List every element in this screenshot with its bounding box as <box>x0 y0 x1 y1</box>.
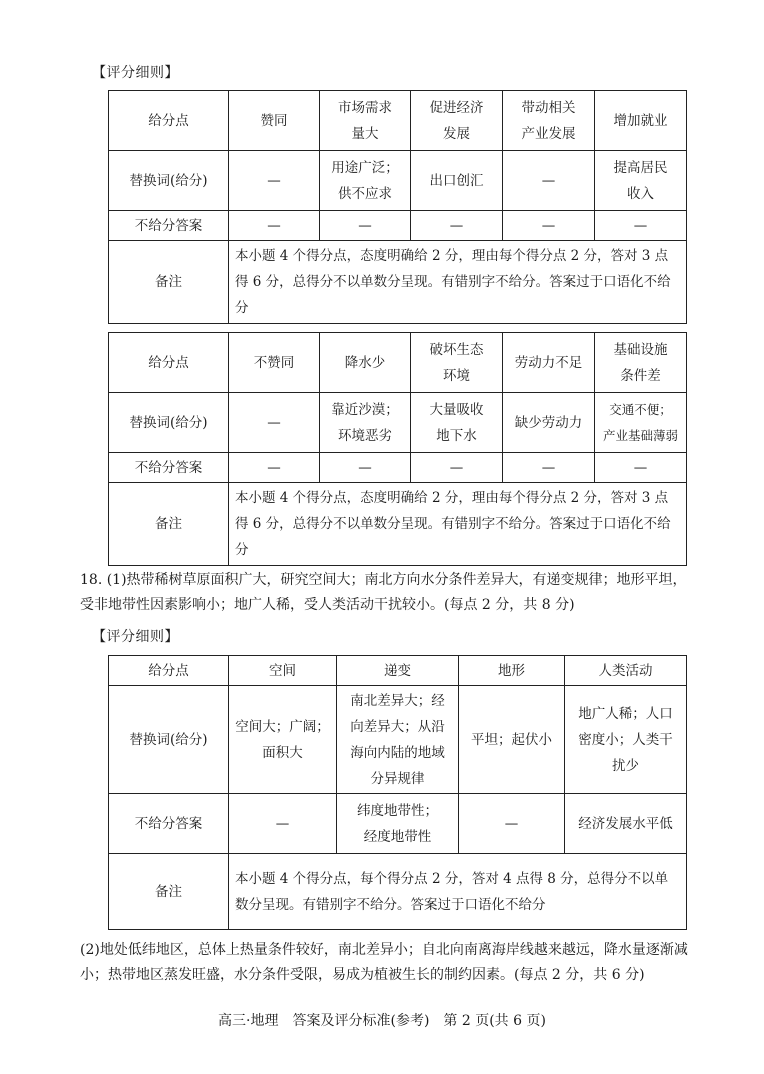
note-label: 备注 <box>109 854 229 930</box>
table-header-row <box>109 91 687 151</box>
scoring-table-3 <box>108 655 687 930</box>
table-row <box>109 794 687 854</box>
table-cell: 地广人稀；人口 密度小；人类干 扰少 <box>565 686 687 794</box>
note-text: 本小题 4 个得分点，态度明确给 2 分，理由每个得分点 2 分，答对 3 点得 6 分，总得分不以单数分呈现。有错别字不给分。答案过于口语化不给分 <box>229 241 687 324</box>
table-cell: 平坦；起伏小 <box>459 686 565 794</box>
scoring-table-1 <box>108 90 687 324</box>
table-row <box>109 686 687 794</box>
table-row <box>109 211 687 241</box>
page-footer: 高三·地理 答案及评分标准(参考) 第 2 页(共 6 页) <box>218 1013 546 1029</box>
table-cell: — <box>229 151 320 211</box>
table-cell: — <box>229 794 337 854</box>
table-note-row <box>109 483 687 566</box>
table-cell: — <box>503 151 595 211</box>
table-cell: 破坏生态 环境 <box>411 333 503 393</box>
table-cell: — <box>459 794 565 854</box>
note-label: 备注 <box>109 241 229 324</box>
table-cell: 给分点 <box>109 333 229 393</box>
table-cell: 地形 <box>459 656 565 686</box>
table-cell: 人类活动 <box>565 656 687 686</box>
table-cell: 大量吸收 地下水 <box>411 393 503 453</box>
table-cell: 经济发展水平低 <box>565 794 687 854</box>
note-text: 本小题 4 个得分点，每个得分点 2 分，答对 4 点得 8 分，总得分不以单数分呈现。有错别字不给分。答案过于口语化不给分 <box>229 854 687 930</box>
table-cell: 降水少 <box>320 333 411 393</box>
note-text: 本小题 4 个得分点，态度明确给 2 分，理由每个得分点 2 分，答对 3 点得 6 分，总得分不以单数分呈现。有错别字不给分。答案过于口语化不给分 <box>229 483 687 566</box>
table-cell: 不给分答案 <box>109 453 229 483</box>
table-cell: 不给分答案 <box>109 211 229 241</box>
table-cell: 促进经济 发展 <box>411 91 503 151</box>
table-cell: 基础设施 条件差 <box>595 333 687 393</box>
table-row <box>109 393 687 453</box>
table-cell: 用途广泛； 供不应求 <box>320 151 411 211</box>
table-cell: — <box>595 211 687 241</box>
table-cell: — <box>320 453 411 483</box>
q18-part2-answer: (2)地处低纬地区，总体上热量条件较好，南北差异小；自北向南离海岸线越来越远，降水量逐渐减小；热带地区蒸发旺盛，水分条件受限，易成为植被生长的制约因素。(每点 2 分，共 6 分) <box>80 942 688 983</box>
table-row <box>109 151 687 211</box>
table-cell: 缺少劳动力 <box>503 393 595 453</box>
table-cell: 带动相关 产业发展 <box>503 91 595 151</box>
table-cell: — <box>595 453 687 483</box>
table-cell: 不给分答案 <box>109 794 229 854</box>
table-cell: 提高居民 收入 <box>595 151 687 211</box>
note-label: 备注 <box>109 483 229 566</box>
table-header-row <box>109 656 687 686</box>
table-cell: 给分点 <box>109 656 229 686</box>
table-note-row <box>109 854 687 930</box>
table-cell: 纬度地带性； 经度地带性 <box>337 794 459 854</box>
table-cell: — <box>320 211 411 241</box>
table-cell: — <box>411 211 503 241</box>
table-header-row <box>109 333 687 393</box>
table-row <box>109 453 687 483</box>
table-cell: 出口创汇 <box>411 151 503 211</box>
table-cell: 靠近沙漠； 环境恶劣 <box>320 393 411 453</box>
table-cell: — <box>229 453 320 483</box>
table-cell: 劳动力不足 <box>503 333 595 393</box>
table-note-row <box>109 241 687 324</box>
table-cell: 增加就业 <box>595 91 687 151</box>
table-cell: — <box>503 211 595 241</box>
q18-part1-answer: 18. (1)热带稀树草原面积广大，研究空间大；南北方向水分条件差异大，有递变规律；地形平坦，受非地带性因素影响小；地广人稀，受人类活动干扰较小。(每点 2 分，共 8 分) <box>80 572 687 613</box>
table-cell: — <box>229 211 320 241</box>
table-cell: — <box>503 453 595 483</box>
table-cell: 空间 <box>229 656 337 686</box>
table-cell: 替换词(给分) <box>109 393 229 453</box>
scoring-rules-heading: 【评分细则】 <box>92 629 179 645</box>
table-cell: 不赞同 <box>229 333 320 393</box>
table-cell: 空间大；广阔； 面积大 <box>229 686 337 794</box>
table-cell: 市场需求 量大 <box>320 91 411 151</box>
table-cell: — <box>411 453 503 483</box>
scoring-rules-heading: 【评分细则】 <box>92 65 179 81</box>
table-cell: — <box>229 393 320 453</box>
scoring-table-2 <box>108 332 687 566</box>
table-cell: 替换词(给分) <box>109 686 229 794</box>
table-cell: 替换词(给分) <box>109 151 229 211</box>
table-cell: 南北差异大；经 向差异大；从沿 海向内陆的地域 分异规律 <box>337 686 459 794</box>
table-cell: 交通不便； 产业基础薄弱 <box>595 393 687 453</box>
table-cell: 给分点 <box>109 91 229 151</box>
table-cell: 赞同 <box>229 91 320 151</box>
table-cell: 递变 <box>337 656 459 686</box>
